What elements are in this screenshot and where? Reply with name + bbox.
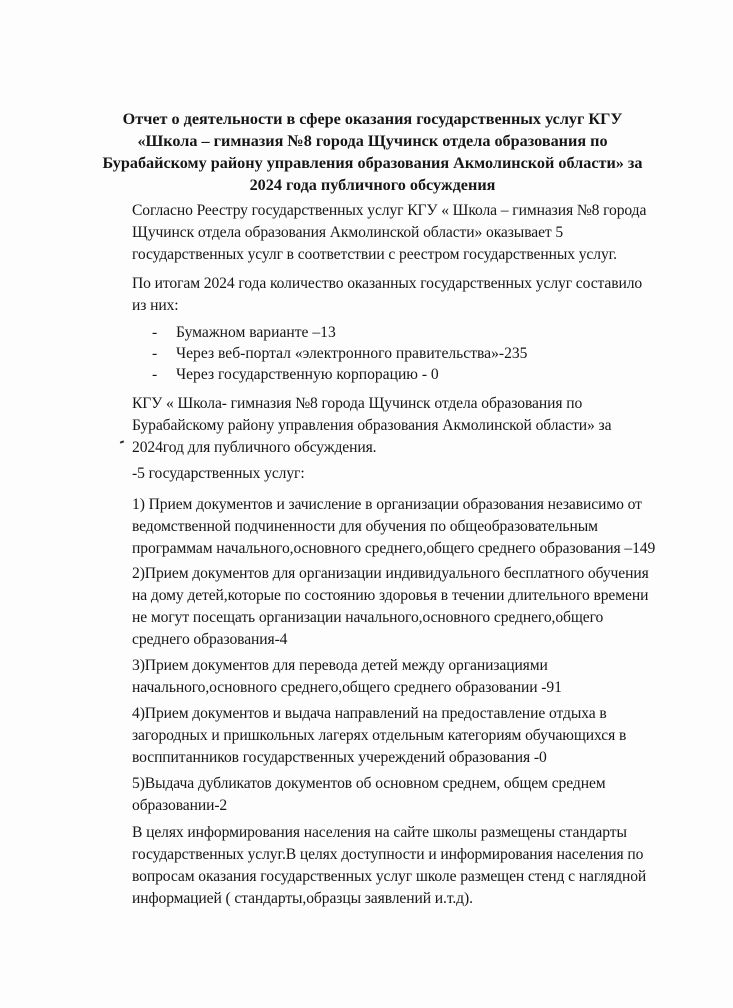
channel-paper: Бумажном варианте –13 <box>176 324 336 341</box>
paragraph-line: КГУ « Школа- гимназия №8 города Щучинск отдела образования по <box>132 395 583 412</box>
paragraph-line: 5)Выдача дубликатов документов об основном среднем, общем среднем <box>132 775 606 792</box>
paragraph-line: восппитанников государственных учереждений образования -0 <box>132 749 547 766</box>
paragraph-line: среднего образования-4 <box>132 631 288 648</box>
paragraph-line: образовании-2 <box>132 797 228 814</box>
service-4 <box>132 703 692 769</box>
paragraph-line: на дому детей,которые по состоянию здоровья в течении длительного времени <box>132 587 649 604</box>
paragraph-line: Бурабайскому району управления образования Акмолинской области» за <box>132 417 612 434</box>
paragraph-line: Щучинск отдела образования Акмолинской области» оказывает 5 <box>132 224 564 241</box>
list-dash: - <box>152 366 158 383</box>
paragraph-line: 2024год для публичного обсуждения. <box>132 439 377 456</box>
pen-mark <box>120 440 124 443</box>
services-count <box>132 463 692 485</box>
paragraph-line: программам начального,основного среднего,общего среднего образования –149 <box>132 540 656 557</box>
paragraph-line: 1) Прием документов и зачисление в организации образования независимо от <box>132 496 642 513</box>
paragraph-line: вопросам оказания государственных услуг школе размещен стенд с наглядной <box>132 868 647 885</box>
list-item <box>148 322 628 343</box>
paragraph-line: В целях информирования населения на сайте школы размещены стандарты <box>132 824 627 841</box>
list-item <box>148 364 628 385</box>
document-title <box>100 108 645 196</box>
title-line: «Школа – гимназия №8 города Щучинск отдела образования по <box>137 132 608 150</box>
channel-corporation: Через государственную корпорацию - 0 <box>176 366 439 383</box>
paragraph-line: из них: <box>132 297 179 314</box>
paragraph-line: 2)Прием документов для организации индивидуального бесплатного обучения <box>132 565 649 582</box>
paragraph-line: загородных и пришкольных лагерях отдельным категориям обучающихся в <box>132 727 627 744</box>
paragraph-line: По итогам 2024 года количество оказанных государственных услуг составило <box>132 275 643 292</box>
paragraph-line: государственных усулг в соответствии с реестром государственных услуг. <box>132 246 617 263</box>
paragraph-line: 3)Прием документов для перевода детей между организациями <box>132 657 548 674</box>
paragraph-line: Согласно Реестру государственных услуг КГУ « Школа – гимназия №8 города <box>132 202 647 219</box>
title-line: 2024 года публичного обсуждения <box>249 176 496 194</box>
paragraph-line: начального,основного среднего,общего среднего образовании -91 <box>132 679 562 696</box>
org-paragraph <box>132 393 692 459</box>
paragraph-line: ведомственной подчиненности для обучения по общеобразовательным <box>132 518 598 535</box>
service-1 <box>132 494 692 560</box>
paragraph-line: информацией ( стандарты,образцы заявлений и.т.д). <box>132 890 473 907</box>
summary-paragraph <box>132 273 692 317</box>
list-dash: - <box>152 345 158 362</box>
paragraph-line: не могут посещать организации начального,основного среднего,общего <box>132 609 604 626</box>
list-item <box>148 343 628 364</box>
service-5 <box>132 773 692 817</box>
closing-paragraph <box>132 822 692 910</box>
title-line: Бурабайскому району управления образования Акмолинской области» за <box>102 154 643 172</box>
service-3 <box>132 655 692 699</box>
service-2 <box>132 563 692 651</box>
list-dash: - <box>152 324 158 341</box>
paragraph-line: государственных услуг.В целях доступности и информирования населения по <box>132 846 644 863</box>
intro-paragraph <box>132 200 692 266</box>
channel-egov: Через веб-портал «электронного правительства»-235 <box>176 345 528 362</box>
channels-list <box>148 322 628 385</box>
paragraph-line: -5 государственных услуг: <box>132 465 305 482</box>
paragraph-line: 4)Прием документов и выдача направлений на предоставление отдыха в <box>132 705 607 722</box>
title-line: Отчет о деятельности в сфере оказания государственных услуг КГУ <box>122 110 623 128</box>
